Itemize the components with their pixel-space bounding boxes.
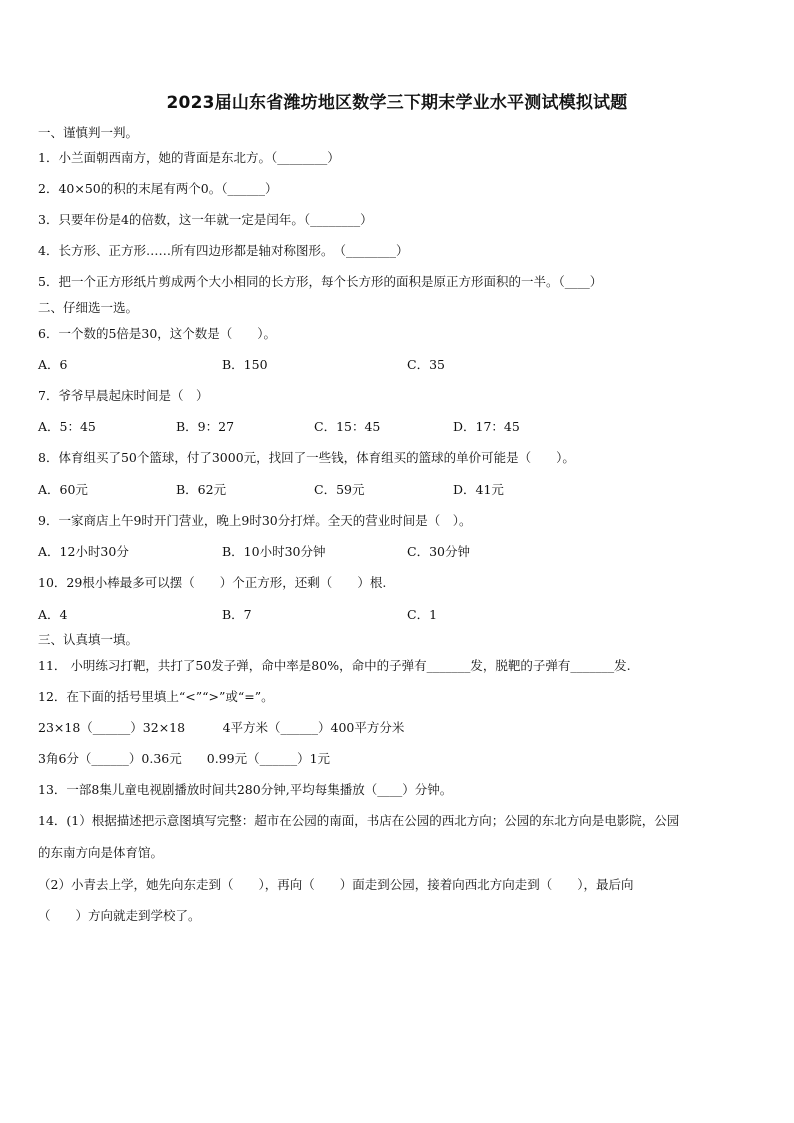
question-7-option-b: B．9：27 xyxy=(176,419,235,434)
question-8-option-a: A．60元 xyxy=(38,482,88,497)
question-7-option-c: C．15：45 xyxy=(314,419,381,434)
page-title: 2023届山东省潍坊地区数学三下期末学业水平测试模拟试题 xyxy=(166,93,628,113)
question-12-row-1: 23×18（______）32×18 4平方米（______）400平方分米 xyxy=(38,720,405,735)
question-9-option-c: C．30分钟 xyxy=(407,544,470,559)
question-7-option-d: D．17：45 xyxy=(453,419,520,434)
section-heading-2: 二、仔细选一选。 xyxy=(38,300,139,315)
question-9-option-b: B．10小时30分钟 xyxy=(222,544,326,559)
question-6-option-a: A．6 xyxy=(38,357,68,372)
question-5: 5．把一个正方形纸片剪成两个大小相同的长方形，每个长方形的面积是原正方形面积的一半。（____） xyxy=(38,274,603,289)
question-7-option-a: A．5：45 xyxy=(38,419,96,434)
question-14-line-3: （2）小青去上学，她先向东走到（ ），再向（ ）面走到公园，接着向西北方向走到（ ），最后向 xyxy=(38,877,634,892)
question-7-stem: 7．爷爷早晨起床时间是（ ） xyxy=(38,388,209,403)
question-14-line-1: 14．(1）根据描述把示意图填写完整：超市在公园的南面，书店在公园的西北方向；公园的东北方向是电影院，公园 xyxy=(38,813,680,828)
question-8-stem: 8．体育组买了50个篮球，付了3000元，找回了一些钱，体育组买的篮球的单价可能是（ ）。 xyxy=(38,450,575,465)
question-14-line-2: 的东南方向是体育馆。 xyxy=(38,845,164,860)
question-6-stem: 6．一个数的5倍是30，这个数是（ ）。 xyxy=(38,326,277,341)
question-8-option-d: D．41元 xyxy=(453,482,504,497)
question-3: 3．只要年份是4的倍数，这一年就一定是闰年。（________） xyxy=(38,212,373,227)
question-13: 13．一部8集儿童电视剧播放时间共280分钟,平均每集播放（____）分钟。 xyxy=(38,782,453,797)
question-11: 11． 小明练习打靶，共打了50发子弹，命中率是80%，命中的子弹有_______发，脱靶的子弹有_______发. xyxy=(38,658,631,673)
question-8-option-b: B．62元 xyxy=(176,482,227,497)
question-10-stem: 10．29根小棒最多可以摆（ ）个正方形，还剩（ ）根. xyxy=(38,575,387,590)
question-12-row-2: 3角6分（______）0.36元 0.99元（______）1元 xyxy=(38,751,331,766)
question-4: 4．长方形、正方形……所有四边形都是轴对称图形。 （________） xyxy=(38,243,409,258)
question-9-stem: 9．一家商店上午9时开门营业，晚上9时30分打烊。全天的营业时间是（ ）。 xyxy=(38,513,472,528)
question-6-option-b: B．150 xyxy=(222,357,268,372)
section-heading-1: 一、谨慎判一判。 xyxy=(38,125,139,140)
question-9-option-a: A．12小时30分 xyxy=(38,544,129,559)
question-10-option-a: A．4 xyxy=(38,607,68,622)
question-12: 12．在下面的括号里填上“<”“>”或“=”。 xyxy=(38,689,274,704)
question-10-option-c: C．1 xyxy=(407,607,438,622)
question-2: 2．40×50的积的末尾有两个0。（______） xyxy=(38,181,278,196)
question-14-line-4: （ ）方向就走到学校了。 xyxy=(38,908,201,923)
question-8-option-c: C．59元 xyxy=(314,482,365,497)
question-10-option-b: B．7 xyxy=(222,607,252,622)
section-heading-3: 三、认真填一填。 xyxy=(38,632,139,647)
question-6-option-c: C．35 xyxy=(407,357,445,372)
question-1: 1．小兰面朝西南方，她的背面是东北方。（________） xyxy=(38,150,340,165)
